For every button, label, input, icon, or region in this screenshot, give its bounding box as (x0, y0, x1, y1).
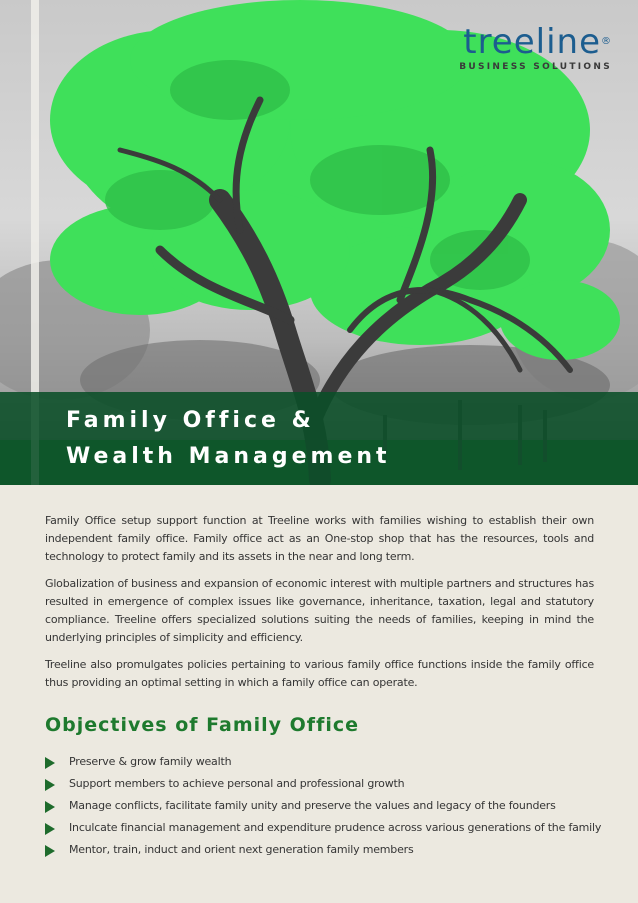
list-item-text: Support members to achieve personal and professional growth (69, 777, 405, 790)
list-item (45, 842, 625, 864)
triangle-bullet-icon (45, 823, 55, 835)
list-item (45, 820, 625, 842)
page-title-line2: Wealth Management (66, 444, 391, 469)
intro-paragraph-2: Globalization of business and expansion of economic interest with multiple partners and structures has resulted in emergence of complex issues like governance, inheritance, taxation, legal and statutory compliance. Treeline offers specialized solutions suiting the needs of families, keeping in mind the underlying principles of simplicity and efficiency. (45, 577, 594, 644)
triangle-bullet-icon (45, 801, 55, 813)
treeline-logo (459, 24, 612, 72)
logo-tagline: BUSINESS SOLUTIONS (459, 62, 612, 72)
list-item (45, 776, 625, 798)
list-item-text: Manage conflicts, facilitate family unity and preserve the values and legacy of the founders (69, 799, 556, 812)
objectives-heading: Objectives of Family Office (45, 714, 359, 736)
page-title-line1: Family Office & (66, 408, 315, 433)
triangle-bullet-icon (45, 779, 55, 791)
list-item-text: Mentor, train, induct and orient next generation family members (69, 843, 414, 856)
intro-paragraph-1: Family Office setup support function at Treeline works with families wishing to establish their own independent family office. Family office act as an One-stop shop that has the resources, tools and technology to protect family and its assets in the near and long term. (45, 514, 594, 563)
intro-paragraph-3: Treeline also promulgates policies pertaining to various family office functions inside the family office thus providing an optimal setting in which a family office can operate. (45, 658, 594, 689)
objectives-list (45, 754, 625, 864)
list-item (45, 754, 625, 776)
logo-name: treeline (463, 22, 601, 62)
list-item-text: Preserve & grow family wealth (69, 755, 232, 768)
registered-mark: ® (601, 36, 612, 47)
triangle-bullet-icon (45, 845, 55, 857)
triangle-bullet-icon (45, 757, 55, 769)
intro-text (45, 512, 594, 701)
list-item-text: Inculcate financial management and expenditure prudence across various generations of the family (69, 821, 602, 834)
list-item (45, 798, 625, 820)
title-band (0, 392, 638, 485)
